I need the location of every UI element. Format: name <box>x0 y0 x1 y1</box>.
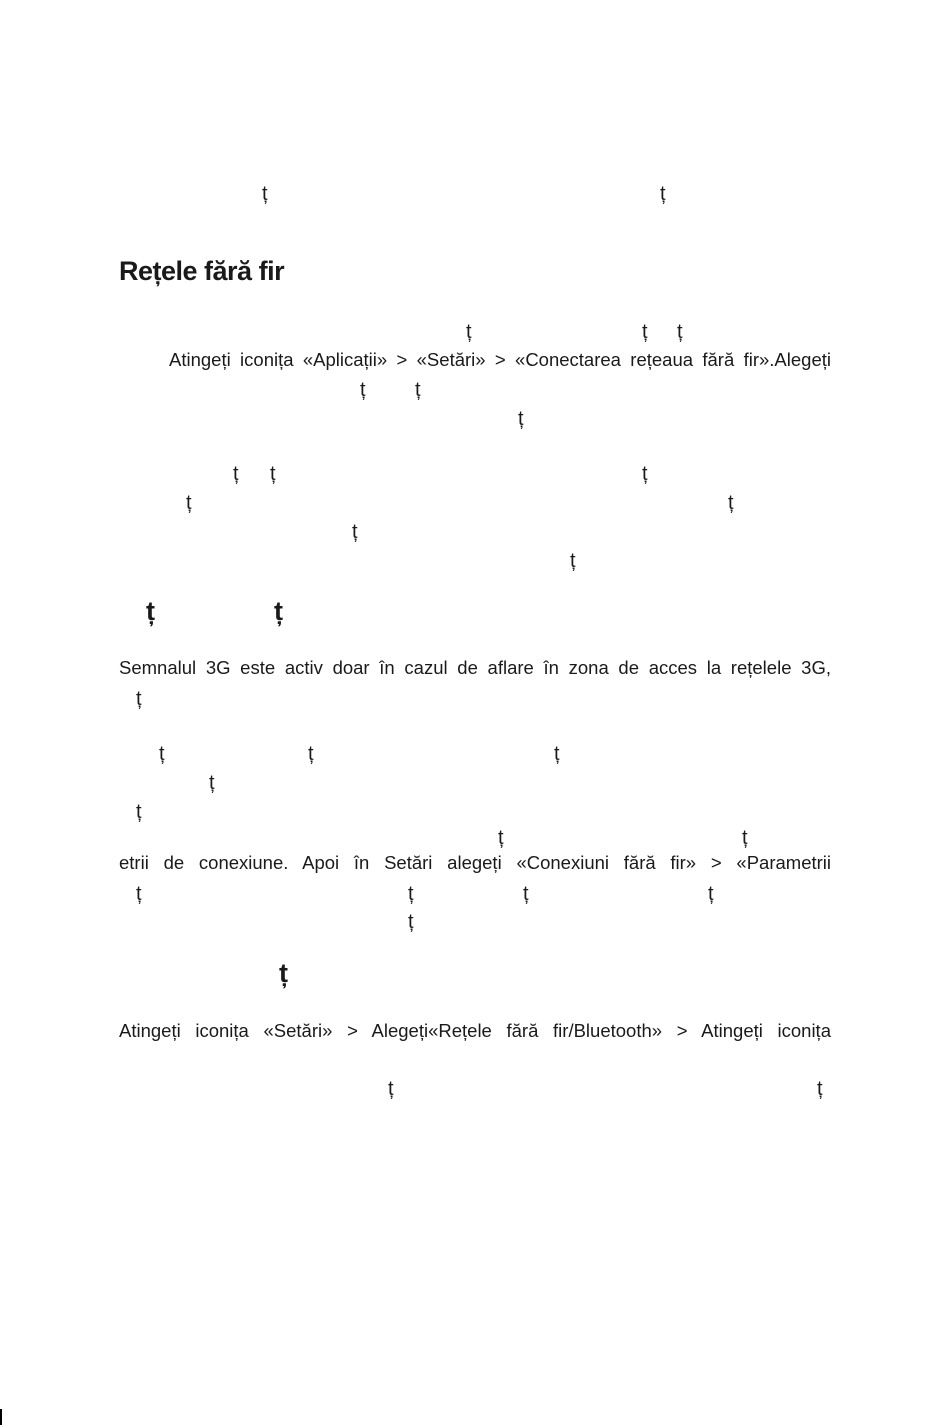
glyph-fragment: ț <box>136 801 142 823</box>
glyph-fragment: ț <box>408 911 414 933</box>
glyph-fragment: ț <box>708 883 714 905</box>
glyph-fragment: ț <box>270 463 276 485</box>
page-edge-mark <box>0 1409 2 1425</box>
heading-glyph-fragment: ț <box>279 958 288 988</box>
glyph-fragment: ț <box>159 743 165 765</box>
glyph-fragment: ț <box>262 183 268 205</box>
bluetooth-instruction-line: Atingeți iconița «Setări» > Alegeți«Rețele fără fir/Bluetooth» > Atingeți iconița <box>119 1020 831 1041</box>
glyph-fragment: ț <box>523 883 529 905</box>
glyph-fragment: ț <box>554 743 560 765</box>
glyph-fragment: ț <box>408 883 414 905</box>
glyph-fragment: ț <box>233 463 239 485</box>
glyph-fragment: ț <box>498 827 504 849</box>
glyph-fragment: ț <box>570 550 576 572</box>
glyph-fragment: ț <box>677 321 683 343</box>
signal-paragraph-line: Semnalul 3G este activ doar în cazul de aflare în zona de acces la rețelele 3G, <box>119 657 831 678</box>
glyph-fragment: ț <box>388 1078 394 1100</box>
glyph-fragment: ț <box>642 463 648 485</box>
glyph-fragment: ț <box>136 883 142 905</box>
glyph-fragment: ț <box>728 492 734 514</box>
glyph-fragment: ț <box>415 379 421 401</box>
glyph-fragment: ț <box>136 688 142 710</box>
glyph-fragment: ț <box>742 827 748 849</box>
glyph-fragment: ț <box>642 321 648 343</box>
wireless-instruction-line: Atingeți iconița «Aplicații» > «Setări» > «Conectarea rețeaua fără fir».Alegeți <box>169 349 831 370</box>
glyph-fragment: ț <box>352 521 358 543</box>
glyph-fragment: ț <box>817 1078 823 1100</box>
glyph-fragment: ț <box>360 379 366 401</box>
glyph-fragment: ț <box>186 492 192 514</box>
glyph-fragment: ț <box>518 408 524 430</box>
glyph-fragment: ț <box>660 183 666 205</box>
glyph-fragment: ț <box>466 321 472 343</box>
glyph-fragment: ț <box>209 772 215 794</box>
heading-glyph-fragment: ț <box>146 596 155 626</box>
wireless-heading: Rețele fără fir <box>119 256 285 286</box>
heading-glyph-fragment: ț <box>274 596 283 626</box>
glyph-fragment: ț <box>308 743 314 765</box>
signal-paragraph-line: etrii de conexiune. Apoi în Setări alegeți «Conexiuni fără fir» > «Parametrii <box>119 852 831 873</box>
